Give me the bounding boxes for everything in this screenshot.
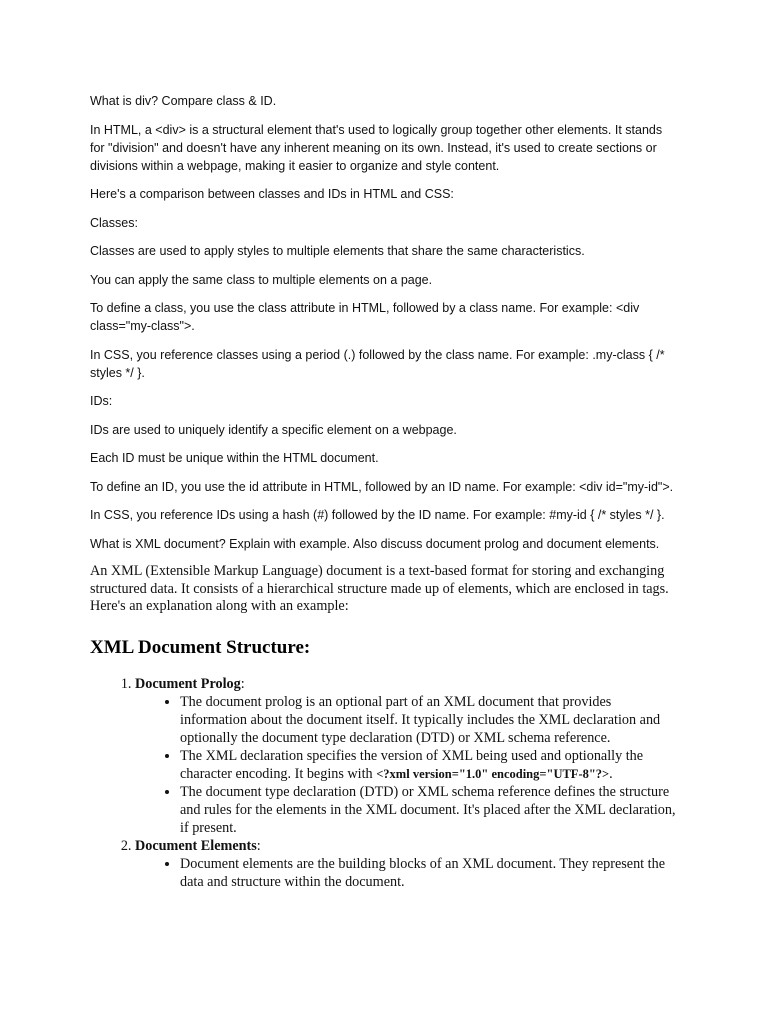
text-section (90, 92, 680, 553)
xml-structure-list (90, 675, 680, 891)
ids-point-4: In CSS, you reference IDs using a hash (#) followed by the ID name. For example: #my-id { /* styles */ }. (90, 508, 665, 522)
xml-structure-heading: XML Document Structure: (90, 636, 311, 658)
list-item: • The XML declaration specifies the version of XML being used and optionally the character encoding. It begins with <?xml version="1.0" encoding="UTF-8"?>. (180, 747, 680, 783)
question-xml-document: What is XML document? Explain with example. Also discuss document prolog and document elements. (90, 536, 660, 551)
list-item-title: Document Prolog (135, 675, 241, 692)
comparison-intro: Here's a comparison between classes and IDs in HTML and CSS: (90, 187, 454, 201)
classes-point-4: In CSS, you reference classes using a period (.) followed by the class name. For example: .my-class { /* styles */ }. (90, 347, 665, 380)
question-div-class-id: What is div? Compare class & ID. (90, 94, 277, 108)
classes-point-3: To define a class, you use the class attribute in HTML, followed by a class name. For example: <div class="my-class">. (90, 301, 640, 333)
list-item-document-elements: 2. Document Elements: • Document elements are the building blocks of an XML document. They represent the data and structure within the document. (135, 837, 680, 891)
xml-intro: An XML (Extensible Markup Language) document is a text-based format for storing and exchanging structured data. It consists of a hierarchical structure made up of elements, which are enclosed in tags. Here's an explanation along with an example: (90, 563, 669, 614)
classes-label: Classes: (90, 215, 138, 230)
ids-point-2: Each ID must be unique within the HTML document. (90, 451, 379, 465)
prolog-bullets (135, 693, 680, 837)
elements-bullets (135, 855, 680, 891)
ids-point-3: To define an ID, you use the id attribute in HTML, followed by an ID name. For example: <div id="my-id">. (90, 479, 674, 494)
document-page (90, 92, 680, 891)
list-item-title: Document Elements (135, 837, 257, 854)
div-explanation: In HTML, a <div> is a structural element that's used to logically group together other elements. It stands for "division" and doesn't have any inherent meaning on its own. Instead, it's used to create sections or divisions within a webpage, making it easier to organize and style content. (90, 122, 663, 173)
list-item: • Document elements are the building blocks of an XML document. They represent the data and structure within the document. (180, 855, 680, 891)
xml-declaration-code: <?xml version="1.0" encoding="UTF-8"?> (376, 766, 610, 781)
ids-label: IDs: (90, 394, 113, 408)
ids-point-1: IDs are used to uniquely identify a specific element on a webpage. (90, 422, 457, 437)
list-item-document-prolog: 1. Document Prolog: • The document prolog is an optional part of an XML document that provides information about the document itself. It typically includes the XML declaration and optionally the document type declaration (DTD) or XML schema reference. • The XML declaration specifies the version of XML being used and optionally the character encoding. It begins with <?xml version="1.0" encoding="UTF-8"?>. • The document type declaration (DTD) or XML schema reference defines the structure and rules for the elements in the XML document. It's placed after the XML declaration, if present. (135, 675, 680, 837)
classes-point-1: Classes are used to apply styles to multiple elements that share the same characteristics. (90, 244, 585, 258)
list-item: • The document prolog is an optional part of an XML document that provides information about the document itself. It typically includes the XML declaration and optionally the document type declaration (DTD) or XML schema reference. (180, 693, 680, 747)
classes-point-2: You can apply the same class to multiple elements on a page. (90, 272, 433, 287)
list-item: • The document type declaration (DTD) or XML schema reference defines the structure and rules for the elements in the XML document. It's placed after the XML declaration, if present. (180, 783, 680, 837)
